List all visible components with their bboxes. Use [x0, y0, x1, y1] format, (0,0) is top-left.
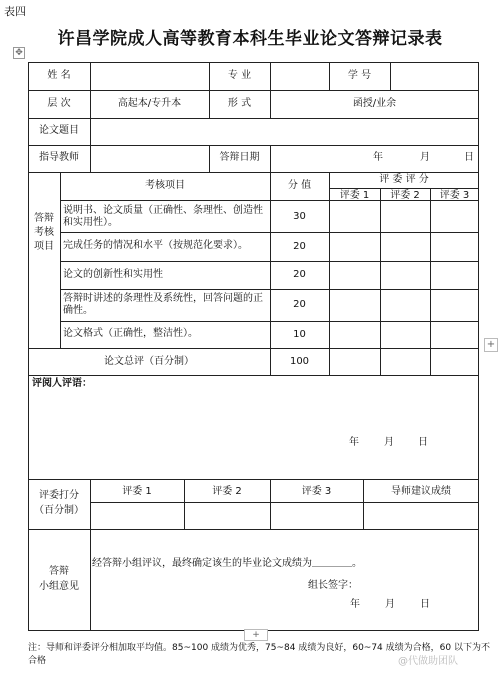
- reviewer-comment-label: 评阅人评语：: [32, 378, 92, 389]
- move-handle-icon[interactable]: ✥: [13, 47, 25, 59]
- scoring-committee-2: 评委 2: [212, 486, 242, 497]
- level-label: 层 次: [47, 98, 71, 109]
- student-no-label: 学 号: [347, 70, 372, 81]
- scoring-committee-1: 评委 1: [122, 486, 152, 497]
- reviewer-comment-field[interactable]: [32, 394, 472, 434]
- form-label: 形 式: [227, 98, 252, 109]
- score-field-committee-3[interactable]: [271, 503, 363, 529]
- major-field[interactable]: [271, 63, 328, 90]
- name-field[interactable]: [91, 63, 208, 90]
- score-field-advisor[interactable]: [364, 503, 478, 529]
- eval-item-text: 说明书、论文质量（正确性、条理性、创造性和实用性）。: [63, 205, 263, 228]
- advisor-grade-label: 导师建议成绩: [391, 486, 451, 497]
- add-column-icon[interactable]: +: [484, 338, 498, 352]
- total-label: 论文总评（百分制）: [104, 356, 194, 367]
- major-label: 专 业: [227, 70, 252, 81]
- opinion-year: 年: [350, 599, 360, 610]
- defense-record-form: [28, 62, 479, 631]
- eval-item-text: 论文的创新性和实用性: [63, 269, 163, 280]
- leader-signature-label: 组长签字：: [308, 580, 358, 591]
- opinion-month: 月: [385, 599, 395, 610]
- eval-item-text: 完成任务的情况和水平（按规范化要求）。: [63, 240, 248, 251]
- page-title: 许昌学院成人高等教育本科生毕业论文答辩记录表: [57, 29, 443, 49]
- date-day: 日: [464, 152, 474, 163]
- watermark: @代做助团队: [398, 656, 458, 667]
- scoring-label-line2: （百分制）: [34, 505, 84, 516]
- student-no-field[interactable]: [391, 63, 478, 90]
- opinion-label-line2: 小组意见: [39, 581, 79, 592]
- score-field-committee-1[interactable]: [91, 503, 184, 529]
- score-header: 分 值: [287, 180, 312, 191]
- thesis-title-label: 论文题目: [39, 125, 79, 136]
- eval-item-score: 20: [293, 241, 306, 252]
- date-month: 月: [420, 152, 430, 163]
- items-header: 考核项目: [145, 180, 185, 191]
- defense-date-label: 答辩日期: [219, 152, 260, 163]
- eval-item-text: 答辩时讲述的条理性及系统性，回答问题的正确性。: [63, 293, 263, 316]
- committee-1-header: 评委 1: [339, 190, 370, 201]
- eval-item-text: 论文格式（正确性，整洁性）。: [63, 328, 198, 339]
- footnote: 注：导师和评委评分相加取平均值。85~100 成绩为优秀，75~84 成绩为良好，60~74 成绩为合格，60 以下为不合格: [28, 643, 490, 666]
- scoring-label-line1: 评委打分: [39, 490, 79, 501]
- score-field-committee-2[interactable]: [185, 503, 270, 529]
- advisor-field[interactable]: [91, 146, 208, 172]
- eval-item-score: 10: [293, 329, 306, 340]
- opinion-day: 日: [420, 599, 430, 610]
- form-value: 函授/业余: [352, 98, 397, 109]
- add-row-icon[interactable]: +: [244, 629, 268, 641]
- eval-item-score: 30: [293, 211, 306, 222]
- committee-2-header: 评委 2: [390, 190, 420, 201]
- reviewer-year: 年: [349, 437, 359, 448]
- total-score: 100: [289, 356, 310, 367]
- reviewer-month: 月: [384, 437, 394, 448]
- thesis-title-field[interactable]: [91, 119, 478, 145]
- reviewer-day: 日: [418, 437, 428, 448]
- eval-item-score: 20: [293, 269, 306, 280]
- eval-side-label: 答辩考核项目: [34, 213, 54, 252]
- name-label: 姓 名: [47, 70, 71, 81]
- table-label: 表四: [4, 5, 26, 18]
- scoring-committee-3: 评委 3: [301, 486, 332, 497]
- committee-header: 评 委 评 分: [379, 174, 429, 185]
- opinion-label-line1: 答辩: [49, 566, 69, 577]
- opinion-statement: 经答辩小组评议，最终确定该生的毕业论文成绩为＿＿＿＿。: [92, 558, 362, 569]
- level-value: 高起本/专升本: [117, 98, 182, 109]
- advisor-label: 指导教师: [39, 152, 79, 163]
- eval-item-score: 20: [293, 299, 306, 310]
- date-year: 年: [373, 152, 383, 163]
- committee-3-header: 评委 3: [439, 190, 470, 201]
